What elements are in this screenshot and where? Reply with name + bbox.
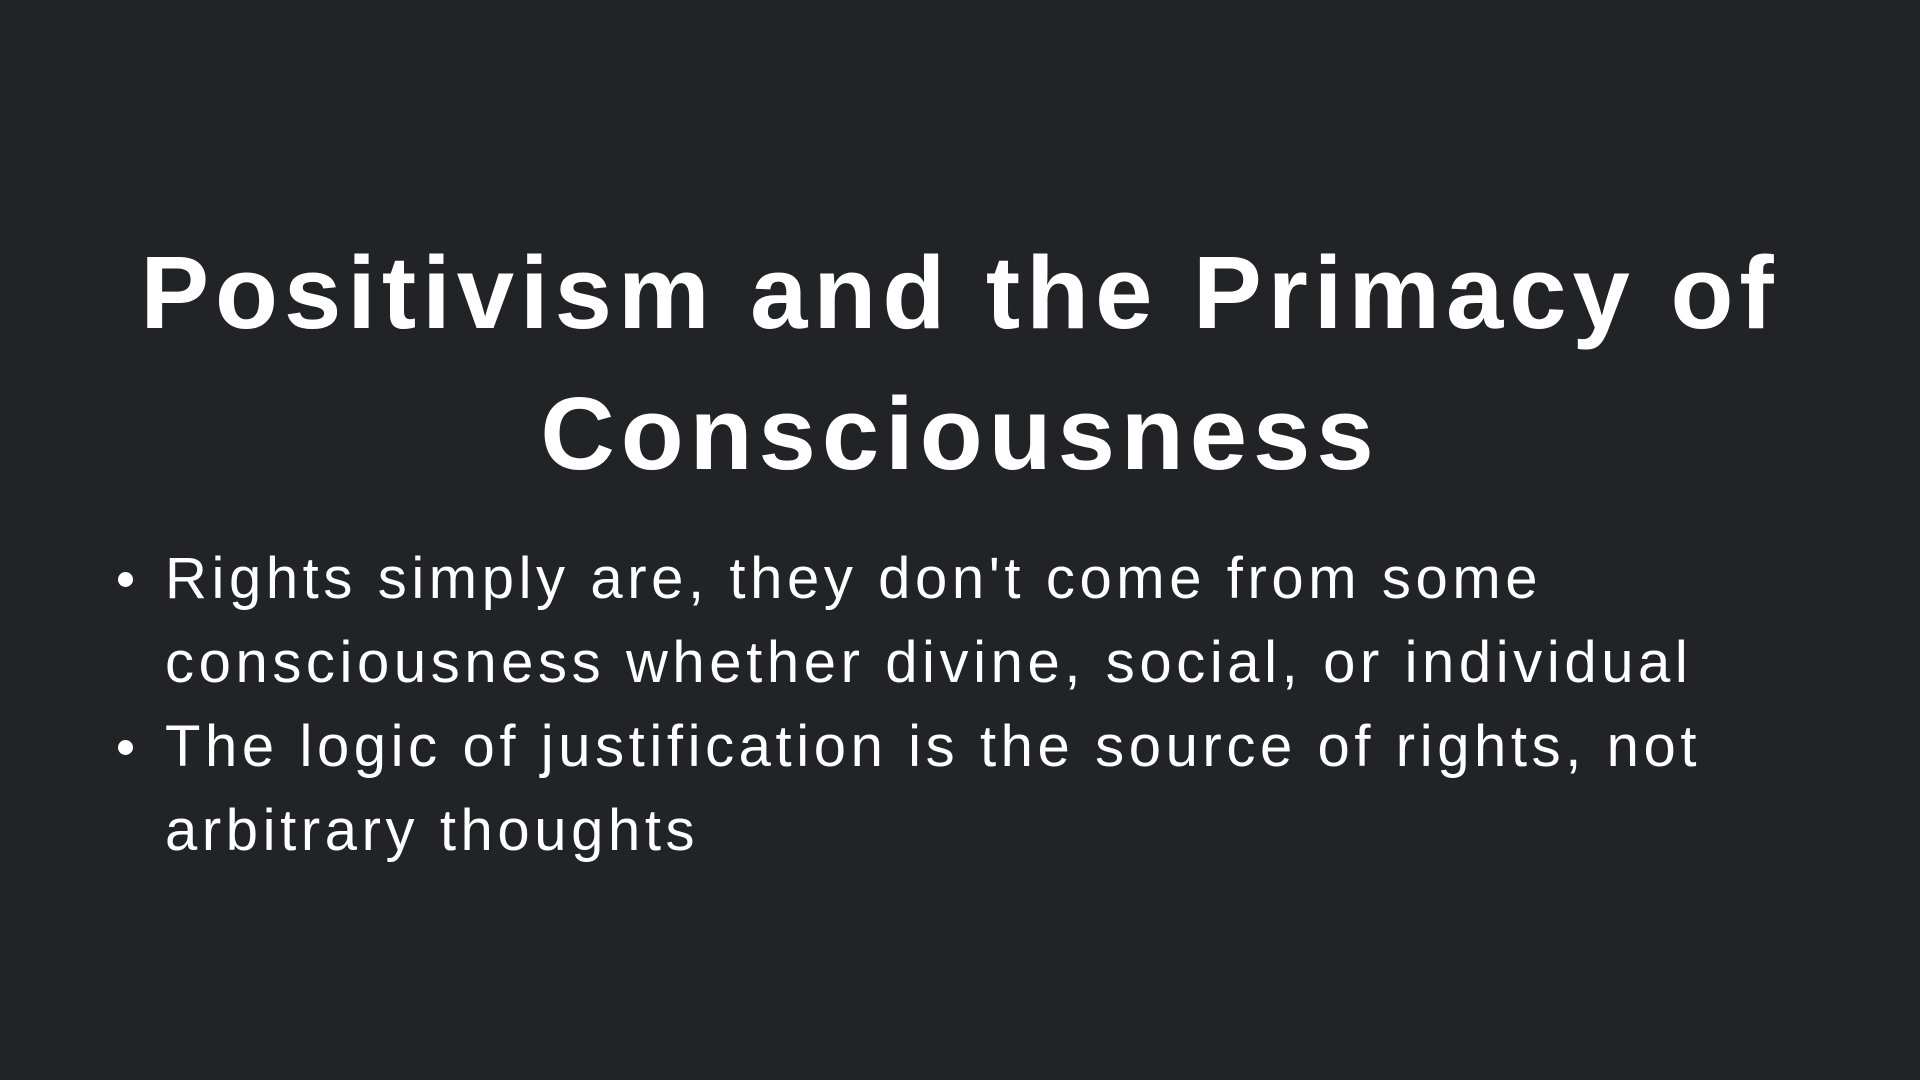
bullet-text: Rights simply are, they don't come from some consciousness whether divine, social, or individual (165, 546, 1693, 695)
bullet-dot-icon (118, 572, 133, 587)
bullet-item (165, 537, 1785, 705)
slide-title: Positivism and the Primacy of Consciousness (140, 235, 1780, 491)
bullet-dot-icon (118, 740, 133, 755)
bullet-text: The logic of justification is the source of rights, not arbitrary thoughts (165, 714, 1702, 863)
bullet-list (165, 537, 1785, 873)
bullet-item (165, 705, 1785, 873)
